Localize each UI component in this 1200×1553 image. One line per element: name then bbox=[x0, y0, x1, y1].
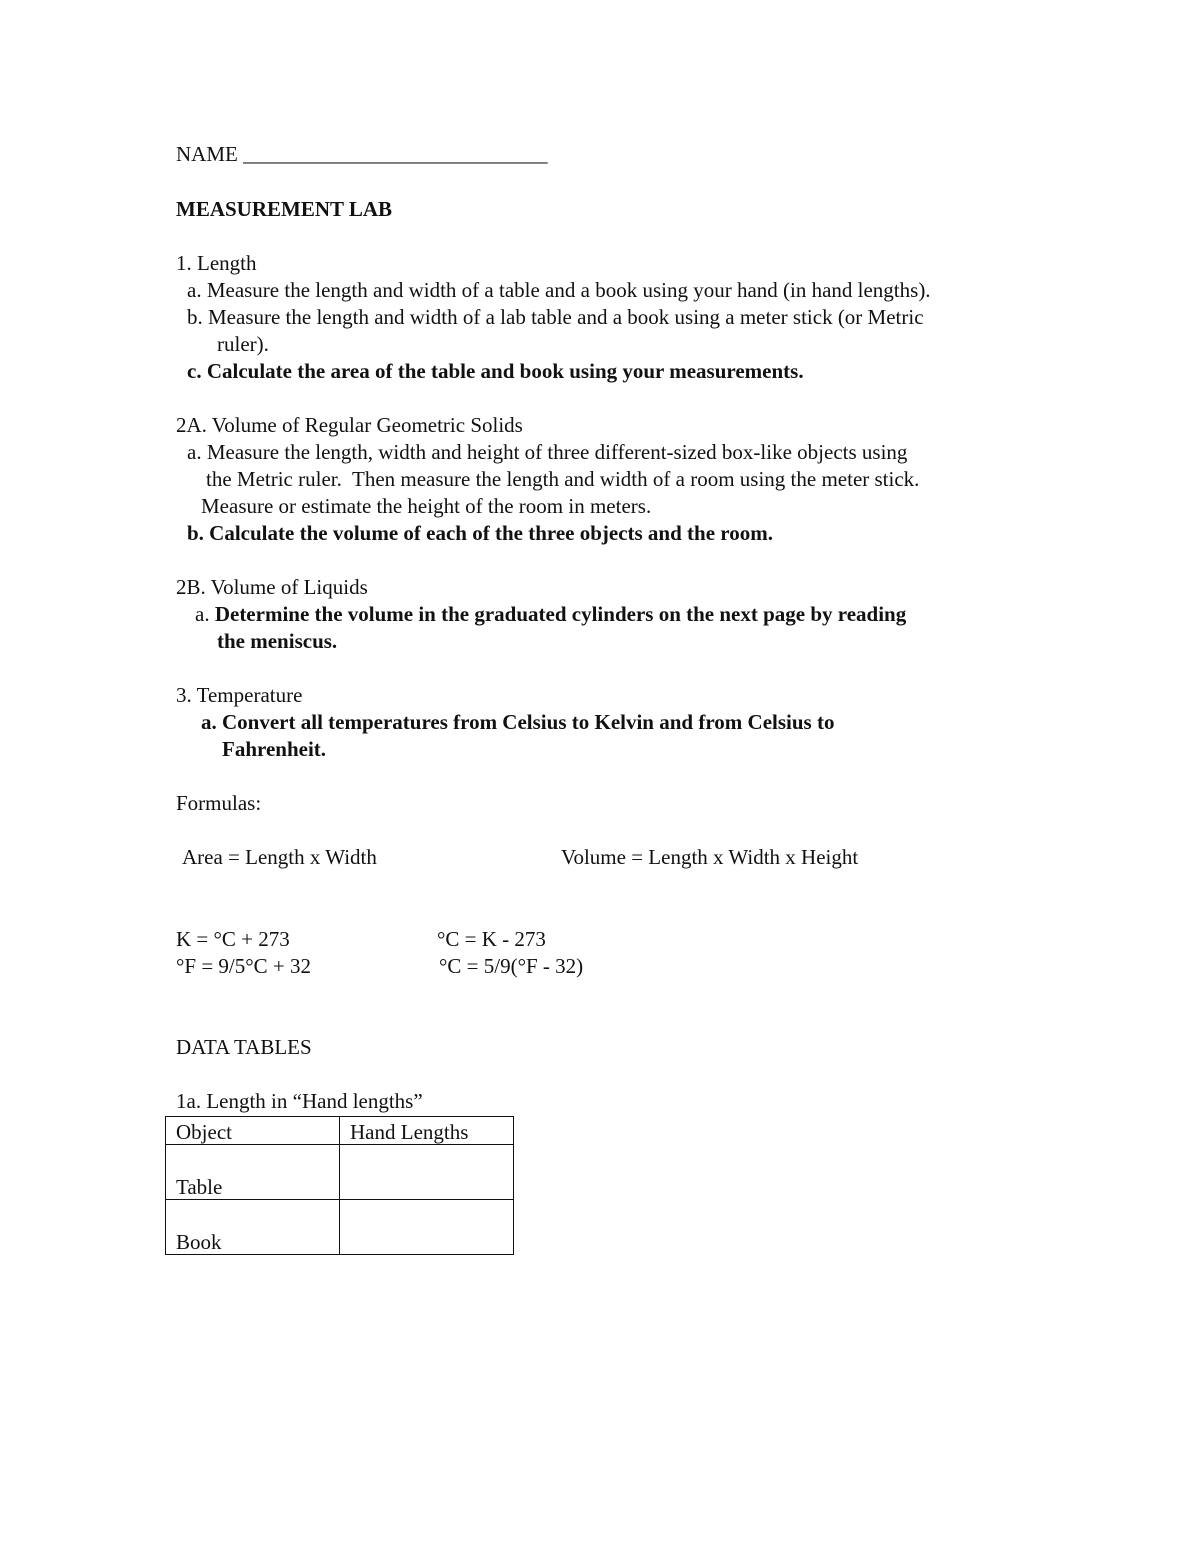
formula-fahrenheit: °F = 9/5°C + 32 bbox=[176, 954, 312, 978]
section-2b-item-a-line-1 bbox=[195, 601, 906, 628]
hand-lengths-table bbox=[165, 1116, 514, 1255]
table-header-row bbox=[166, 1117, 514, 1145]
table-1a-caption: 1a. Length in “Hand lengths” bbox=[176, 1089, 423, 1113]
section-2b-item-a-text: Determine the volume in the graduated cylinders on the next page by reading bbox=[214, 602, 907, 626]
section-2a-item-a-line-2: the Metric ruler. Then measure the length and width of a room using the meter stick. bbox=[206, 467, 920, 491]
name-line: NAME _____________________________ bbox=[176, 142, 548, 166]
table-row bbox=[166, 1145, 514, 1200]
formulas-heading: Formulas: bbox=[176, 791, 262, 815]
section-2a-item-a-line-3: Measure or estimate the height of the room in meters. bbox=[201, 494, 652, 518]
formula-celsius-from-kelvin: °C = K - 273 bbox=[437, 927, 546, 951]
section-1-item-b-line-1: b. Measure the length and width of a lab table and a book using a meter stick (or Metric bbox=[187, 305, 924, 329]
formula-area: Area = Length x Width bbox=[182, 845, 377, 869]
table-row bbox=[166, 1200, 514, 1255]
section-2a-item-a-line-1: a. Measure the length, width and height of three different-sized box-like objects using bbox=[187, 440, 908, 464]
data-tables-heading: DATA TABLES bbox=[176, 1035, 312, 1059]
section-2b-item-a-prefix: a. bbox=[195, 602, 215, 626]
column-header-object: Object bbox=[166, 1117, 340, 1145]
section-3-item-a-line-1: a. Convert all temperatures from Celsius to Kelvin and from Celsius to bbox=[201, 710, 835, 734]
section-2b-item-a-line-2: the meniscus. bbox=[217, 629, 338, 653]
section-1-item-a: a. Measure the length and width of a table and a book using your hand (in hand lengths). bbox=[187, 278, 931, 302]
section-2a-heading: 2A. Volume of Regular Geometric Solids bbox=[176, 413, 523, 437]
section-3-item-a-line-2: Fahrenheit. bbox=[222, 737, 327, 761]
section-2a-item-b: b. Calculate the volume of each of the three objects and the room. bbox=[187, 521, 773, 545]
table-cell-hand-lengths[interactable] bbox=[340, 1200, 514, 1255]
section-3-heading: 3. Temperature bbox=[176, 683, 303, 707]
formula-volume: Volume = Length x Width x Height bbox=[561, 845, 859, 869]
table-cell-object: Book bbox=[166, 1200, 340, 1255]
formula-celsius-from-fahrenheit: °C = 5/9(°F - 32) bbox=[439, 954, 584, 978]
table-cell-object: Table bbox=[166, 1145, 340, 1200]
formula-kelvin: K = °C + 273 bbox=[176, 927, 290, 951]
section-1-item-b-line-2: ruler). bbox=[217, 332, 269, 356]
table-cell-hand-lengths[interactable] bbox=[340, 1145, 514, 1200]
section-1-heading: 1. Length bbox=[176, 251, 257, 275]
section-1-item-c: c. Calculate the area of the table and book using your measurements. bbox=[187, 359, 804, 383]
column-header-hand-lengths: Hand Lengths bbox=[340, 1117, 514, 1145]
section-2b-heading: 2B. Volume of Liquids bbox=[176, 575, 368, 599]
page-title: MEASUREMENT LAB bbox=[176, 197, 393, 221]
